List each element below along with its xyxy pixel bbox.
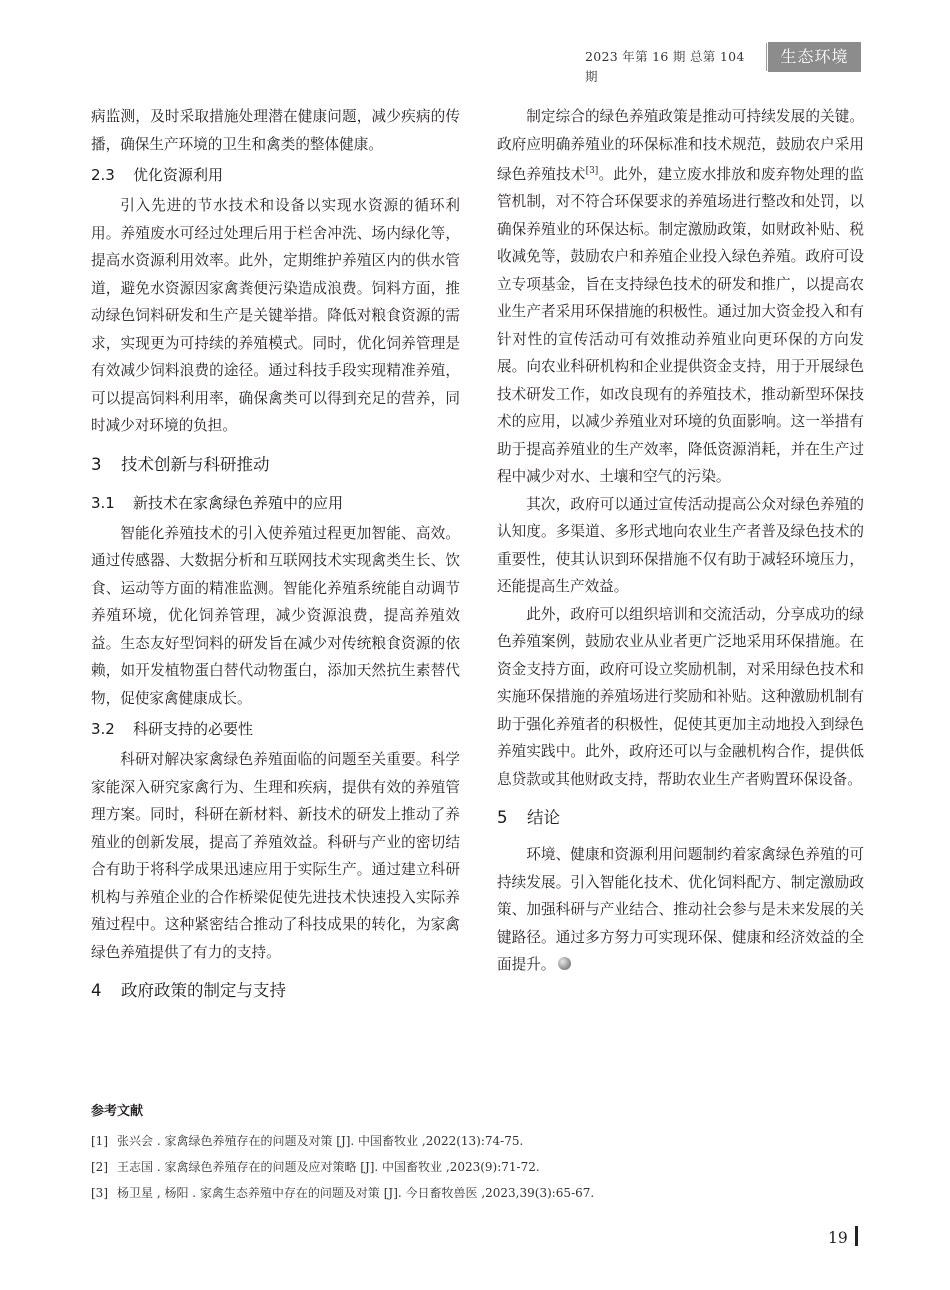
reference-text: 王志国 . 家禽绿色养殖存在的问题及应对策略 [J]. 中国畜牧业 ,2023(9):71-72. bbox=[117, 1160, 540, 1174]
reference-text: 张兴会 . 家禽绿色养殖存在的问题及对策 [J]. 中国畜牧业 ,2022(13):74-75. bbox=[117, 1134, 524, 1148]
paragraph: 此外，政府可以组织培训和交流活动，分享成功的绿色养殖案例，鼓励农业从业者更广泛地采用环保措施。在资金支持方面，政府可设立奖励机制，对采用绿色技术和实施环保措施的养殖场进行奖励和补贴。这种激励机制有助于强化养殖者的积极性，促使其更加主动地投入到绿色养殖实践中。此外，政府还可以与金融机构合作，提供低息贷款或其他财政支持，帮助农业生产者购置环保设备。 bbox=[497, 605, 864, 788]
header-divider bbox=[766, 43, 767, 71]
paragraph-text: 制定综合的绿色养殖政策是推动可持续发展的关键。政府应明确养殖业的环保标准和技术规范，鼓励农户采用绿色养殖技术 bbox=[497, 108, 864, 183]
article-end-icon bbox=[558, 957, 571, 970]
reference-text: 杨卫星 , 杨阳 . 家禽生态养殖中存在的问题及对策 [J]. 今日畜牧兽医 ,2023,39(3):65-67. bbox=[117, 1186, 595, 1200]
issue-info: 2023 年第 16 期 总第 104 期 bbox=[585, 49, 745, 84]
page-number-bar bbox=[855, 1226, 858, 1246]
section-heading-2-3 bbox=[91, 160, 460, 191]
citation-mark: [3] bbox=[585, 166, 599, 176]
left-column bbox=[91, 103, 460, 1014]
right-column bbox=[497, 103, 864, 979]
section-badge: 生态环境 bbox=[768, 42, 861, 72]
paragraph-text: 。此外，建立废水排放和废弃物处理的监管机制，对不符合环保要求的养殖场进行整改和处罚，以确保养殖业的环保达标。制定激励政策，如财政补贴、税收减免等，鼓励农户和养殖企业投入绿色养殖。政府可设立专项基金，旨在支持绿色技术的研发和推广，以提高农业生产者采用环保措施的积极性。通过加大资金投入和有针对性的宣传活动可有效推动养殖业向更环保的方向发展。向农业科研机构和企业提供资金支持，用于开展绿色技术研发工作，如改良现有的养殖技术，推动新型环保技术的应用，以减少养殖业对环境的负面影响。这一举措有助于提高养殖业的生产效率，降低资源消耗，并在生产过程中减少对水、土壤和空气的污染。 bbox=[497, 165, 864, 486]
section-number: 3 bbox=[91, 454, 102, 474]
section-heading-3 bbox=[91, 449, 460, 481]
section-title: 政府政策的制定与支持 bbox=[121, 981, 286, 1000]
section-title: 优化资源利用 bbox=[133, 166, 224, 184]
paragraph: 病监测，及时采取措施处理潜在健康问题，减少疾病的传播，确保生产环境的卫生和禽类的整体健康。 bbox=[91, 108, 460, 153]
references-section bbox=[91, 1102, 871, 1206]
reference-item bbox=[91, 1180, 871, 1206]
section-heading-3-2 bbox=[91, 714, 460, 745]
section-heading-5 bbox=[497, 802, 864, 834]
section-heading-3-1 bbox=[91, 488, 460, 519]
section-title: 结论 bbox=[527, 808, 560, 828]
section-number: 2.3 bbox=[91, 166, 115, 184]
section-number: 4 bbox=[91, 981, 102, 1000]
paragraph: 引入先进的节水技术和设备以实现水资源的循环利用。养殖废水可经过处理后用于栏舍冲洗、场内绿化等，提高水资源利用效率。此外，定期维护养殖区内的供水管道，避免水资源因家禽粪便污染造成浪费。饲料方面，推动绿色饲料研发和生产是关键举措。降低对粮食资源的需求，实现更为可持续的养殖模式。同时，优化饲养管理是有效减少饲料浪费的途径。通过科技手段实现精准养殖，可以提高饲料利用率，确保禽类可以得到充足的营养，同时减少对环境的负担。 bbox=[91, 197, 460, 434]
reference-item bbox=[91, 1128, 871, 1154]
section-number: 3.1 bbox=[91, 493, 115, 512]
reference-number: [2] bbox=[91, 1160, 108, 1174]
section-title: 技术创新与科研推动 bbox=[121, 454, 270, 474]
paragraph: 科研对解决家禽绿色养殖面临的问题至关重要。科学家能深入研究家禽行为、生理和疾病，提供有效的养殖管理方案。同时，科研在新材料、新技术的研发上推动了养殖业的创新发展，提高了养殖效益。科研与产业的密切结合有助于将科学成果迅速应用于实际生产。通过建立科研机构与养殖企业的合作桥梁促使先进技术快速投入实际养殖过程中。这种紧密结合推动了科技成果的转化，为家禽绿色养殖提供了有力的支持。 bbox=[91, 751, 460, 961]
page-number: 19 bbox=[828, 1229, 848, 1247]
section-title: 科研支持的必要性 bbox=[133, 720, 254, 738]
section-title: 新技术在家禽绿色养殖中的应用 bbox=[133, 493, 344, 512]
paragraph: 智能化养殖技术的引入使养殖过程更加智能、高效。通过传感器、大数据分析和互联网技术实现禽类生长、饮食、运动等方面的精准监测。智能化养殖系统能自动调节养殖环境，优化饲养管理，减少资源浪费，提高养殖效益。生态友好型饲料的研发旨在减少对传统粮食资源的依赖，如开发植物蛋白替代动物蛋白，添加天然抗生素替代物，促使家禽健康成长。 bbox=[91, 524, 460, 707]
references-title: 参考文献 bbox=[91, 1104, 144, 1119]
section-heading-4 bbox=[91, 975, 460, 1007]
reference-number: [1] bbox=[91, 1134, 108, 1148]
section-number: 5 bbox=[497, 808, 508, 828]
paragraph-text: 环境、健康和资源利用问题制约着家禽绿色养殖的可持续发展。引入智能化技术、优化饲料配方、制定激励政策、加强科研与产业结合、推动社会参与是未来发展的关键路径。通过多方努力可实现环保、健康和经济效益的全面提升。 bbox=[497, 846, 864, 974]
section-number: 3.2 bbox=[91, 720, 115, 738]
reference-number: [3] bbox=[91, 1186, 108, 1200]
reference-item bbox=[91, 1154, 871, 1180]
paragraph bbox=[497, 841, 864, 979]
paragraph: 其次，政府可以通过宣传活动提高公众对绿色养殖的认知度。多渠道、多形式地向农业生产者普及绿色技术的重要性，使其认识到环保措施不仅有助于减轻环境压力，还能提高生产效益。 bbox=[497, 495, 864, 596]
paragraph bbox=[497, 103, 864, 491]
